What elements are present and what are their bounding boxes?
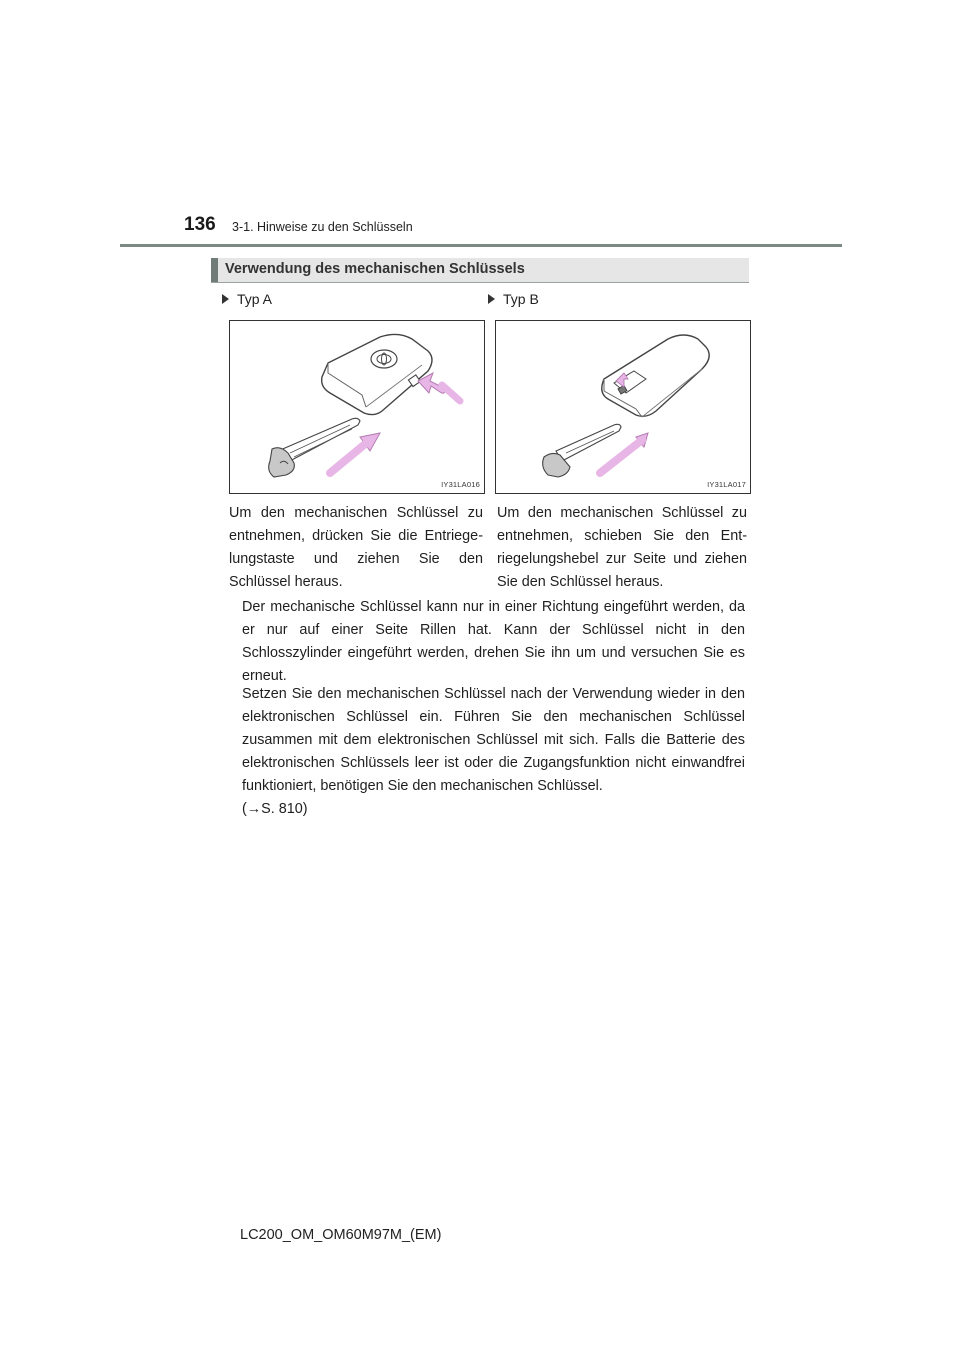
caption-type-a: Um den mechanischen Schlüssel zu entnehmen, drücken Sie die Entriegelungstaste und ziehen Sie den Schlüssel heraus. bbox=[229, 505, 483, 590]
key-fob-type-a-illustration bbox=[230, 321, 484, 493]
bullet-triangle-icon bbox=[222, 294, 229, 304]
figure-type-b bbox=[495, 320, 751, 494]
paragraph-reinsert-key bbox=[242, 683, 745, 821]
bullet-triangle-icon bbox=[488, 294, 495, 304]
document-code: LC200_OM_OM60M97M_(EM) bbox=[240, 1227, 442, 1243]
figure-type-a bbox=[229, 320, 485, 494]
type-b-label bbox=[488, 291, 539, 307]
header-divider bbox=[120, 244, 842, 247]
paragraph-1-text: Der mechanische Schlüssel kann nur in einer Richtung eingeführt werden, da er nur auf einer Seite Rillen hat. Kann der Schlüssel nicht in den Schlosszylinder eingeführt werden, drehen Sie ihn um und versuchen Sie es erneut. bbox=[242, 599, 745, 684]
paragraph-insert-direction bbox=[242, 596, 745, 688]
page-reference-link[interactable]: (→S. 810) bbox=[242, 801, 308, 817]
breadcrumb: 3-1. Hinweise zu den Schlüsseln bbox=[232, 220, 413, 234]
paragraph-2-text: Setzen Sie den mechanischen Schlüssel nach der Verwendung wieder in den elektronischen Schlüssel ein. Führen Sie den mechanischen Schlüssel zusammen mit dem elektronischen Schlüssel mit sich. Falls die Batterie des elektronischen Schlüssels leer ist oder die Zugangsfunktion nicht einwandfrei funktioniert, benötigen Sie den mechanischen Schlüssel. bbox=[242, 686, 745, 794]
type-b-label-text: Typ B bbox=[503, 291, 539, 307]
caption-type-b: Um den mechanischen Schlüssel zu entnehmen, schieben Sie den Entriegelungshebel zur Seite und ziehen Sie den Schlüssel heraus. bbox=[497, 505, 747, 590]
type-a-label-text: Typ A bbox=[237, 291, 273, 307]
section-heading-bar bbox=[211, 258, 749, 283]
page-number: 136 bbox=[184, 214, 216, 235]
type-a-label bbox=[222, 291, 272, 307]
figure-code-b: IY31LA017 bbox=[707, 480, 746, 489]
section-title: Verwendung des mechanischen Schlüssels bbox=[225, 261, 525, 277]
key-fob-type-b-illustration bbox=[496, 321, 750, 493]
section-accent bbox=[211, 258, 218, 282]
figure-code-a: IY31LA016 bbox=[441, 480, 480, 489]
